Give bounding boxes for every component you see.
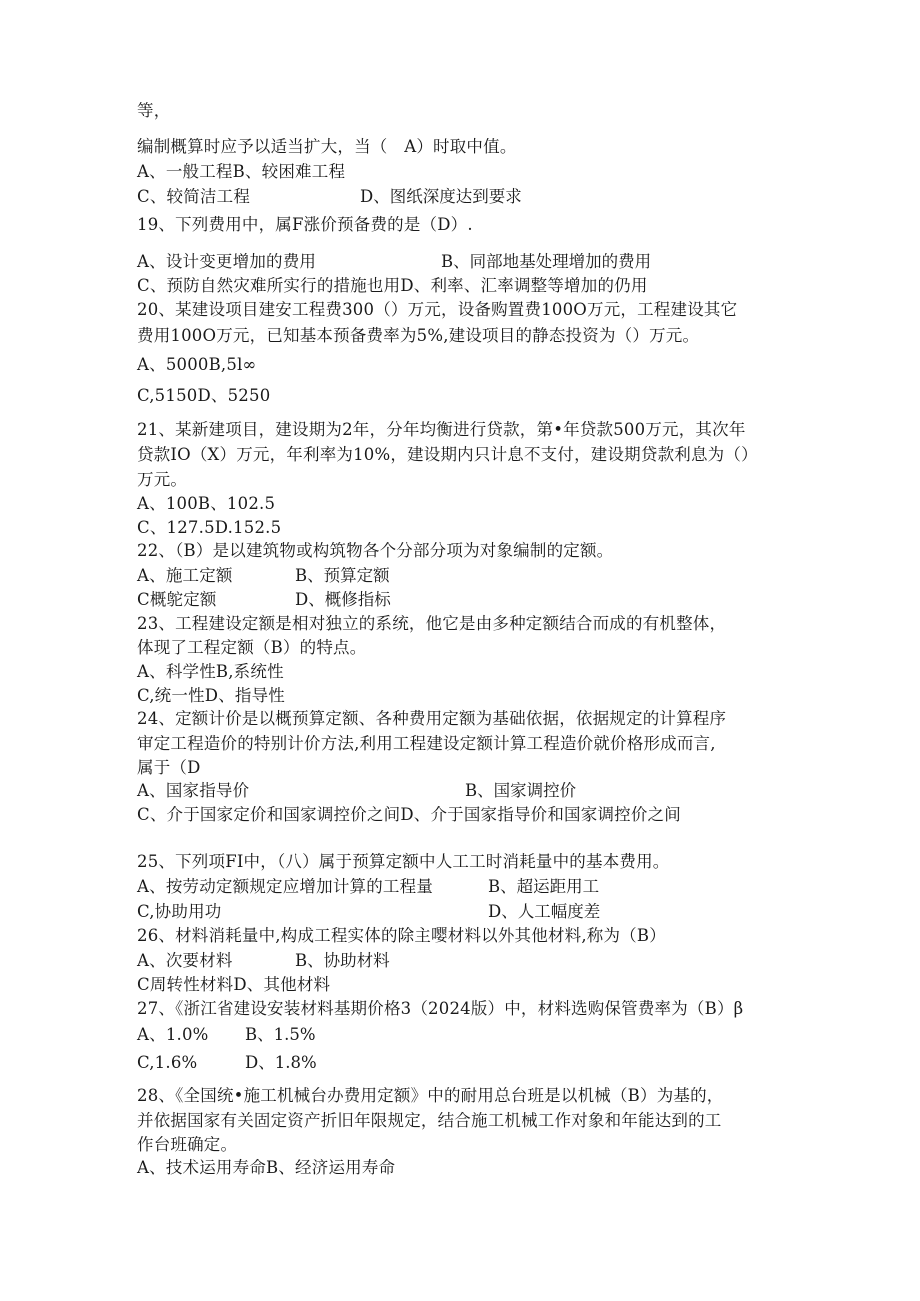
option-line: C周转性材料D、其他材料	[137, 975, 331, 994]
question-26: 26、材料消耗量中,构成工程实体的除主嘤材料以外其他材料,称为（B）	[137, 926, 666, 945]
option-line: C、预防自然灾难所实行的措施也用D、利率、汇率调整等增加的仍用	[137, 276, 648, 295]
question-28-cont: 并依据国家有关固定资产折旧年限规定，结合施工机械工作对象和年能达到的工	[137, 1111, 722, 1130]
option-b: B、超运距用工	[488, 877, 600, 896]
text-line: 等，	[137, 101, 171, 120]
question-21: 21、某新建项目，建设期为2年，分年均衡进行贷款，第•年贷款500万元，其次年	[137, 420, 746, 439]
option-d: D、图纸深度达到要求	[360, 187, 522, 206]
question-24: 24、定额计价是以概预算定额、各种费用定额为基础依据，依据规定的计算程序	[137, 709, 727, 728]
option-line: C、介于国家定价和国家调控价之间D、介于国家指导价和国家调控价之间	[137, 805, 681, 824]
option-line: C,5150D、5250	[137, 386, 271, 405]
question-24-cont: 属于（D	[137, 758, 201, 777]
option-line: A、科学性B,系统性	[137, 662, 284, 681]
option-line: A、1.0%	[137, 1025, 209, 1044]
option-line: C概鸵定额	[137, 590, 217, 609]
option-line: A、100B、102.5	[137, 494, 276, 513]
question-23-cont: 体现了工程定额（B）的特点。	[137, 638, 367, 657]
option-b: B、1.5%	[245, 1025, 316, 1044]
option-line: C,统一性D、指导性	[137, 686, 286, 705]
question-20-cont: 费用100O万元，已知基本预备费率为5%,建设项目的静态投资为（）万元。	[137, 326, 700, 345]
question-27: 27、《浙江省建设安装材料基期价格3（2024版）中，材料选购保管费率为（B）β	[137, 999, 744, 1018]
question-21-cont: 贷款IO（X）万元，年利率为10%，建设期内只计息不支付，建设期贷款利息为（）	[137, 445, 758, 464]
question-21-cont: 万元。	[137, 470, 188, 489]
option-line: A、设计变更增加的费用	[137, 252, 317, 271]
question-25: 25、下列项FI中，（八）属于预算定额中人工工时消耗量中的基本费用。	[137, 852, 670, 871]
option-line: C、127.5D.152.5	[137, 518, 282, 537]
option-line: C,1.6%	[137, 1053, 198, 1072]
option-d: D、人工幅度差	[488, 902, 601, 921]
question-24-cont: 审定工程造价的特别计价方法,利用工程建设定额计算工程造价就价格形成而言,	[137, 734, 716, 753]
option-line: A、5000B,5l∞	[137, 355, 257, 374]
option-d: D、1.8%	[245, 1053, 317, 1072]
question-19: 19、下列费用中，属F涨价预备费的是（D）.	[137, 215, 473, 234]
option-line: C、较简洁工程	[137, 187, 251, 206]
option-line: A、国家指导价	[137, 781, 250, 800]
option-line: A、施工定额	[137, 566, 233, 585]
question-22: 22、（B）是以建筑物或构筑物各个分部分项为对象编制的定额。	[137, 541, 614, 560]
option-b: B、同部地基处理增加的费用	[441, 252, 652, 271]
option-b: B、预算定额	[295, 566, 390, 585]
option-line: C,协助用功	[137, 902, 222, 921]
question-28-cont: 作台班确定。	[137, 1135, 238, 1154]
question-23: 23、工程建设定额是相对独立的系统，他它是由多种定额结合而成的有机整体，	[137, 614, 727, 633]
question-20: 20、某建设项目建安工程费300（）万元，设备购置费100O万元，工程建设其它	[137, 300, 738, 319]
question-28: 28、《全国统•施工机械台办费用定额》中的耐用总台班是以机械（B）为基的，	[137, 1086, 724, 1105]
option-line: A、一般工程B、较困难工程	[137, 162, 346, 181]
text-line: 编制概算时应予以适当扩大，当（ A）时取中值。	[137, 137, 517, 156]
option-d: D、概修指标	[295, 590, 391, 609]
option-line: A、按劳动定额规定应增加计算的工程量	[137, 877, 434, 896]
option-b: B、国家调控价	[465, 781, 577, 800]
option-line: A、次要材料	[137, 951, 233, 970]
option-line: A、技术运用寿命B、经济运用寿命	[137, 1158, 396, 1177]
option-b: B、协助材料	[295, 951, 390, 970]
